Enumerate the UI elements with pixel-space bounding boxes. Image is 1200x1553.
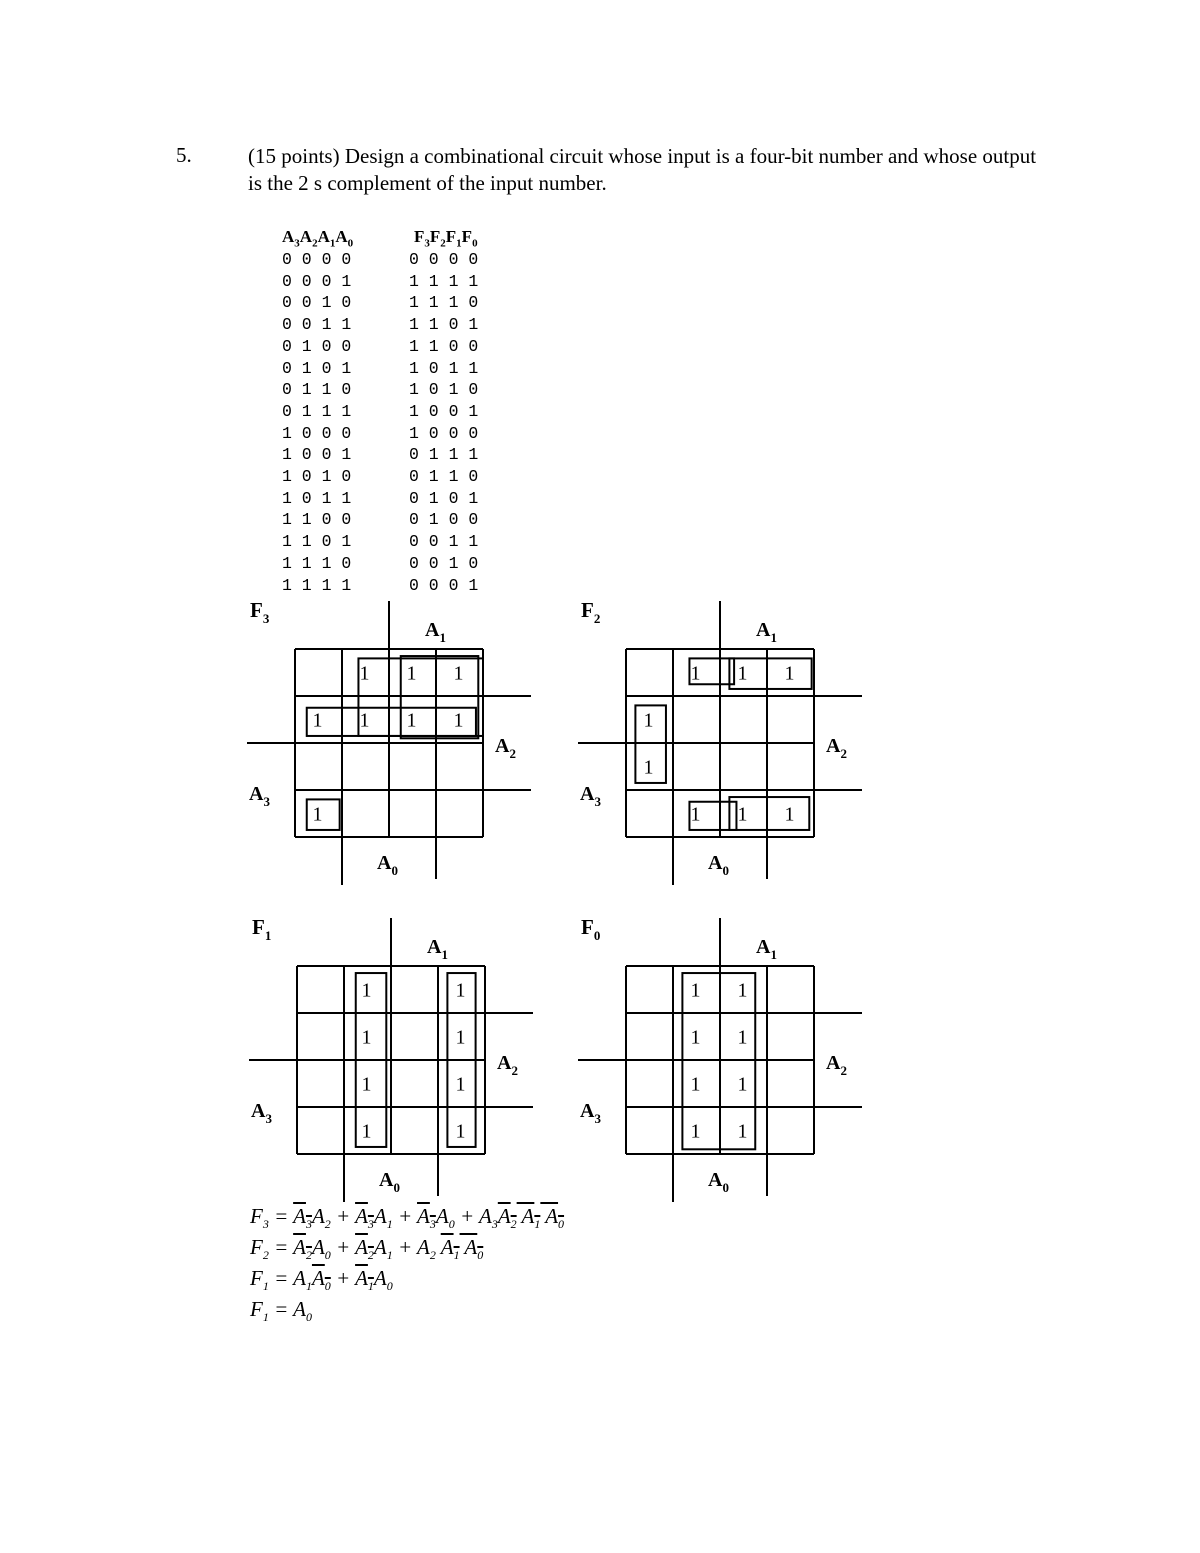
truth-table-input-row: 1 0 0 1 [282,445,352,465]
truth-table-output-row: 1 0 0 0 [409,423,479,443]
kmap-one: 1 [455,979,466,1002]
truth-table-output-row: 1 1 0 1 [409,315,479,335]
kmap-one: 1 [643,756,654,779]
kmap-title-f0: $F_0$ [581,915,601,943]
truth-table-output-row: 0 1 0 1 [409,488,479,508]
kmap-one: 1 [361,979,372,1002]
kmap-label-a3: $A_3$ [580,1100,601,1126]
kmap-one: 1 [737,979,748,1002]
kmap-one: 1 [453,662,464,685]
truth-table-input-row: 1 0 1 1 [282,488,352,508]
truth-table-output-row: 1 1 1 1 [409,271,479,291]
kmap-one: 1 [455,1120,466,1143]
kmap-group [358,658,483,736]
kmap-label-a1: $A_1$ [756,936,777,962]
truth-table-output-row: 0 0 0 0 [409,250,479,269]
kmap-one: 1 [737,803,748,826]
truth-table-input-row: 0 1 1 1 [282,401,352,421]
kmap-label-a3: $A_3$ [251,1100,272,1126]
truth-table-output-row: 1 0 0 1 [409,401,479,421]
kmap-label-a2: $A_2$ [497,1052,518,1078]
kmap-one: 1 [361,1073,372,1096]
truth-table-input-row: 0 1 1 0 [282,380,352,400]
kmap-one: 1 [690,662,701,685]
truth-table-input-row: 0 0 1 0 [282,293,352,313]
kmap-label-a1: $A_1$ [756,619,777,645]
kmap-label-a3: $A_3$ [580,783,601,809]
kmap-one: 1 [361,1026,372,1049]
kmap-one: 1 [737,662,748,685]
kmap-label-a3: $A_3$ [249,783,270,809]
truth-table-input-row: 1 1 0 0 [282,510,352,530]
kmap-one: 1 [453,709,464,732]
equation-f3: $F_3 = A_3A_2 + A_3A_1 + A_3A_0 + A_3A_2$ $A_1$ $A_0$ [250,1204,565,1232]
kmap-one: 1 [455,1026,466,1049]
question-text: (15 points) Design a combinational circuit whose input is a four-bit number and whose output is the 2 s complement of the input number. [248,144,1037,195]
kmap-one: 1 [690,979,701,1002]
question-number: 5. [176,143,192,167]
truth-table-input-row: 0 0 0 0 [282,250,352,269]
kmap-group [307,708,476,736]
truth-table-output-row: 1 0 1 0 [409,380,479,400]
kmap-label-a2: $A_2$ [826,735,847,761]
kmap-one: 1 [406,709,417,732]
kmap-one: 1 [359,709,370,732]
truth-table-output-row: 0 1 1 0 [409,467,479,487]
kmap-label-a1: $A_1$ [427,936,448,962]
kmap-label-a0: $A_0$ [708,852,729,878]
truth-table-output-row: 0 0 1 1 [409,532,479,552]
kmap-one: 1 [737,1073,748,1096]
truth-table-output-row: 0 1 1 1 [409,445,479,465]
kmap-label-a1: $A_1$ [425,619,446,645]
truth-table-output-row: 0 1 0 0 [409,510,479,530]
truth-table-input-row: 0 1 0 1 [282,358,352,378]
kmap-one: 1 [643,709,654,732]
kmap-one: 1 [737,1026,748,1049]
truth-table-input-row: 0 1 0 0 [282,336,352,356]
truth-table-input-row: 1 1 0 1 [282,532,352,552]
kmap-one: 1 [406,662,417,685]
truth-table-output-row: 1 0 1 1 [409,358,479,378]
truth-table-output-row: 0 0 1 0 [409,553,479,573]
kmap-one: 1 [690,803,701,826]
kmap-one: 1 [455,1073,466,1096]
truth-table-input-row: 0 0 1 1 [282,315,352,335]
kmap-label-a2: $A_2$ [495,735,516,761]
kmap-label-a0: $A_0$ [377,852,398,878]
truth-table-output-row: 0 0 0 1 [409,575,479,595]
kmap-one: 1 [690,1073,701,1096]
truth-table-input-row: 1 0 0 0 [282,423,352,443]
kmap-one: 1 [737,1120,748,1143]
truth-table-input-row: 1 1 1 1 [282,575,352,595]
kmap-one: 1 [690,1120,701,1143]
truth-table-output-header: $F_3F_2F_1F_0$ [414,227,478,250]
equation-f0: $F_1 = A_0$ [250,1297,312,1325]
kmap-one: 1 [312,803,323,826]
kmap-one: 1 [359,662,370,685]
kmap-one: 1 [690,1026,701,1049]
truth-table-output-row: 1 1 0 0 [409,336,479,356]
truth-table-input-header: $A_3A_2A_1A_0$ [282,227,354,250]
kmap-label-a0: $A_0$ [708,1169,729,1195]
equation-f2: $F_2 = A_2A_0 + A_2A_1 + A_2$ $A_1$ $A_0$ [250,1235,484,1263]
kmap-one: 1 [784,662,795,685]
kmap-one: 1 [361,1120,372,1143]
kmap-title-f2: $F_2$ [581,598,601,626]
equation-f1: $F_1 = A_1A_0 + A_1A_0$ [250,1266,393,1294]
kmap-one: 1 [784,803,795,826]
kmap-title-f3: $F_3$ [250,598,270,626]
truth-table-input-row: 1 0 1 0 [282,467,352,487]
kmap-title-f1: $F_1$ [252,915,272,943]
kmap-label-a0: $A_0$ [379,1169,400,1195]
kmap-label-a2: $A_2$ [826,1052,847,1078]
truth-table-output-row: 1 1 1 0 [409,293,479,313]
truth-table-input-row: 0 0 0 1 [282,271,352,291]
truth-table-input-row: 1 1 1 0 [282,553,352,573]
kmap-one: 1 [312,709,323,732]
